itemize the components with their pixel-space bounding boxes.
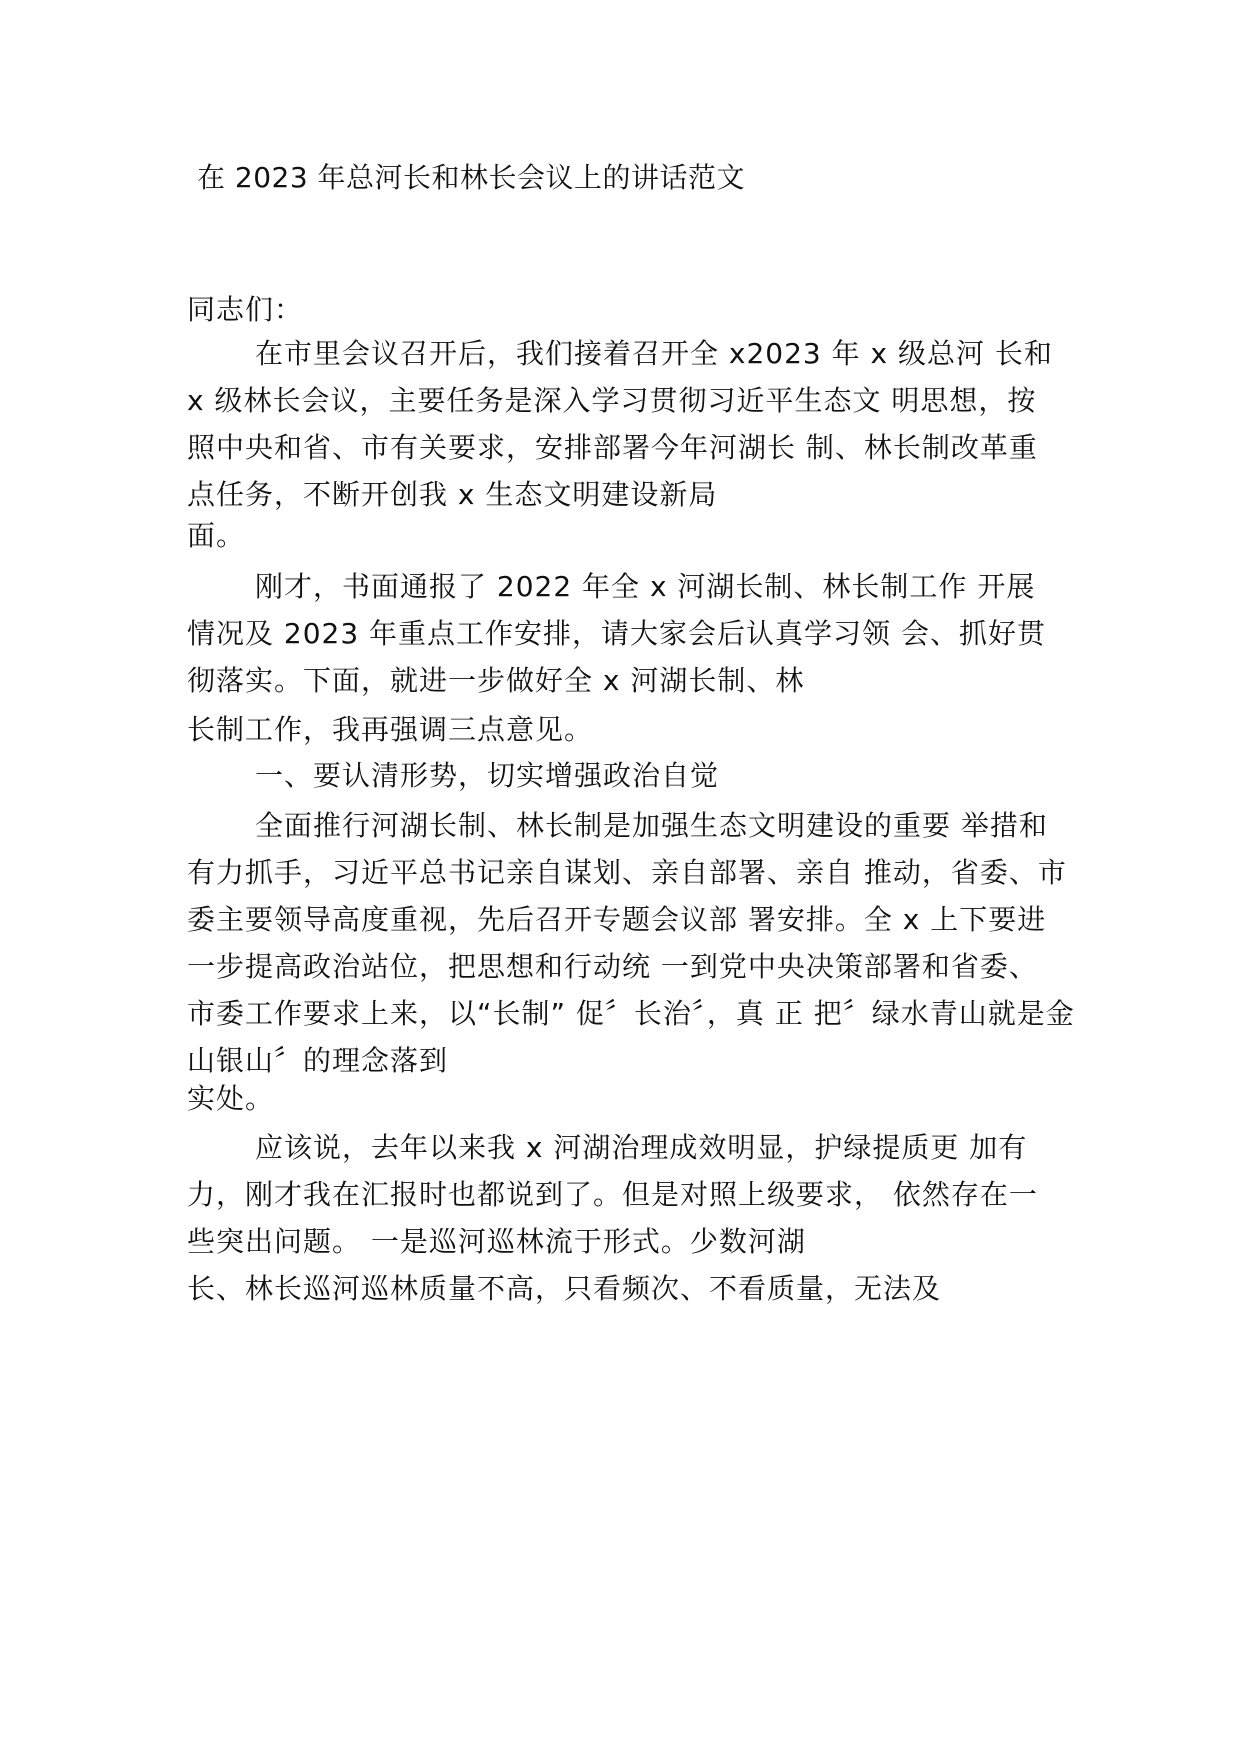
text-line: 市委工作要求上来，以“长制” 促〞长治〞，真 正 把〞绿水青山就是金 bbox=[187, 997, 1075, 1030]
paragraph bbox=[187, 706, 1067, 753]
paragraph bbox=[187, 1075, 1067, 1122]
text-line: 刚才，书面通报了 2022 年全 x 河湖长制、林长制工作 开展 bbox=[255, 570, 1036, 603]
salutation bbox=[187, 286, 1067, 333]
text-line: 山银山〞的理念落到 bbox=[187, 1044, 449, 1077]
section-heading bbox=[187, 752, 1067, 799]
text-line: 一、要认清形势，切实增强政治自觉 bbox=[255, 759, 720, 792]
text-line: 委主要领导高度重视，先后召开专题会议部 署安排。全 x 上下要进 bbox=[187, 903, 1047, 936]
text-line: x 级林长会议，主要任务是深入学习贯彻习近平生态文 明思想，按 bbox=[187, 384, 1037, 417]
text-line: 彻落实。下面，就进一步做好全 x 河湖长制、林 bbox=[187, 664, 805, 697]
text-line: 面。 bbox=[187, 519, 246, 552]
document-title: 在 2023 年总河长和林长会议上的讲话范文 bbox=[197, 161, 746, 194]
text-line: 长、林长巡河巡林质量不高，只看频次、不看质量，无法及 bbox=[187, 1272, 942, 1305]
paragraph bbox=[187, 1265, 1067, 1312]
text-line: 情况及 2023 年重点工作安排，请大家会后认真学习领 会、抓好贯 bbox=[187, 617, 1046, 650]
paragraph bbox=[187, 330, 1067, 518]
text-line: 点任务，不断开创我 x 生态文明建设新局 bbox=[187, 478, 718, 511]
paragraph bbox=[187, 563, 1067, 704]
text-line: 在市里会议召开后，我们接着召开全 x2023 年 x 级总河 长和 bbox=[255, 337, 1053, 370]
paragraph bbox=[187, 802, 1075, 1084]
text-line: 同志们： bbox=[187, 293, 304, 326]
paragraph bbox=[187, 1124, 1067, 1265]
text-line: 照中央和省、市有关要求，安排部署今年河湖长 制、林长制改革重 bbox=[187, 431, 1038, 464]
text-line: 些突出问题。 一是巡河巡林流于形式。少数河湖 bbox=[187, 1225, 806, 1258]
text-line: 实处。 bbox=[187, 1082, 275, 1115]
text-line: 力，刚才我在汇报时也都说到了。但是对照上级要求， 依然存在一 bbox=[187, 1178, 1038, 1211]
text-line: 有力抓手，习近平总书记亲自谋划、亲自部署、亲自 推动，省委、市 bbox=[187, 856, 1067, 889]
text-line: 应该说，去年以来我 x 河湖治理成效明显，护绿提质更 加有 bbox=[255, 1131, 1028, 1164]
text-line: 一步提高政治站位，把思想和行动统 一到党中央决策部署和省委、 bbox=[187, 950, 1038, 983]
text-line: 长制工作，我再强调三点意见。 bbox=[187, 713, 594, 746]
text-line: 全面推行河湖长制、林长制是加强生态文明建设的重要 举措和 bbox=[255, 809, 1048, 842]
paragraph bbox=[187, 512, 1067, 559]
